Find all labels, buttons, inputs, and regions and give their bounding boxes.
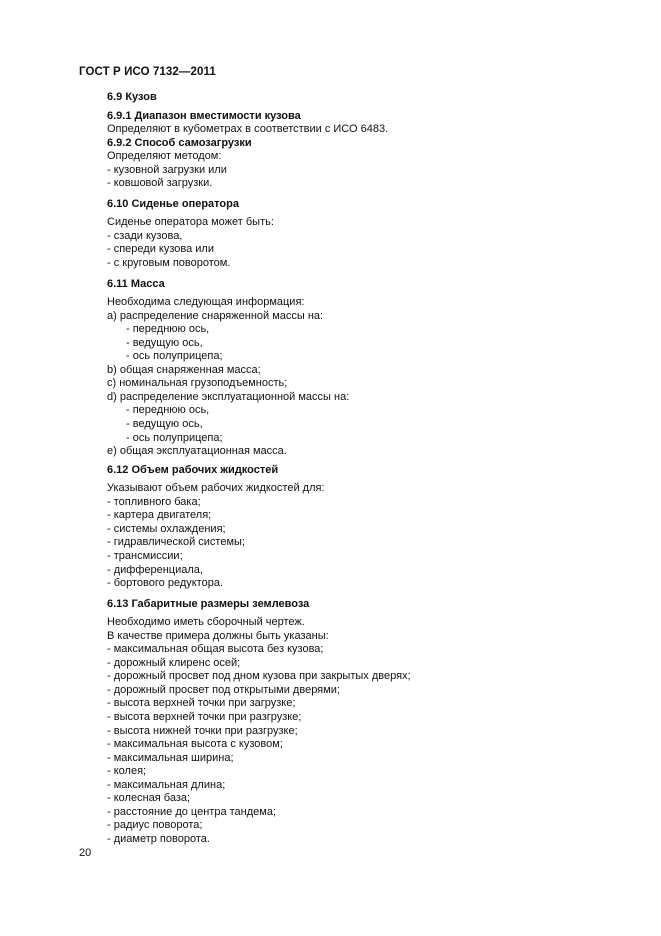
section-heading-6-9-2: 6.9.2 Способ самозагрузки [107,136,252,149]
document-header: ГОСТ Р ИСО 7132—2011 [79,66,216,78]
paragraph: Необходима следующая информация: [107,296,305,309]
list-item: - спереди кузова или [107,243,214,256]
paragraph: Определяют в кубометрах в соответствии с ИСО 6483. [107,123,389,136]
list-item: - расстояние до центра тандема; [107,805,277,818]
list-item: - максимальная ширина; [107,751,234,764]
list-item: - дорожный просвет под открытыми дверями; [107,683,340,696]
document-body [107,91,637,846]
paragraph: В качестве примера должны быть указаны: [107,629,329,642]
list-item: b) общая снаряженная масса; [107,363,261,376]
paragraph: Необходимо иметь сборочный чертеж. [107,616,305,629]
paragraph: Указывают объем рабочих жидкостей для: [107,482,325,495]
list-subitem: - ось полуприцепа; [126,431,223,444]
list-item: - дорожный просвет под дном кузова при закрытых дверях; [107,670,411,683]
list-item: - ковшовой загрузки. [107,177,213,190]
list-item: - диаметр поворота. [107,832,210,845]
section-heading-6-9: 6.9 Кузов [107,91,157,103]
list-item: - с круговым поворотом. [107,257,231,270]
list-item: - кузовной загрузки или [107,163,227,176]
list-item: d) распределение эксплуатационной массы на: [107,390,350,403]
section-heading-6-13: 6.13 Габаритные размеры землевоза [107,597,310,610]
list-item: - высота верхней точки при разгрузке; [107,710,302,723]
list-subitem: - ведущую ось, [126,336,203,349]
section-heading-6-10: 6.10 Сиденье оператора [107,197,239,210]
list-item: - максимальная длина; [107,778,226,791]
list-item: - максимальная общая высота без кузова; [107,643,324,656]
list-item: - колея; [107,765,147,778]
list-item: - бортового редуктора. [107,577,223,590]
list-subitem: - переднюю ось, [126,404,210,417]
list-item: - максимальная высота с кузовом; [107,738,283,751]
list-item: - гидравлической системы; [107,536,245,549]
list-item: - радиус поворота; [107,819,203,832]
list-item: - топливного бака; [107,495,201,508]
section-heading-6-12: 6.12 Объем рабочих жидкостей [107,463,279,476]
list-subitem: - переднюю ось, [126,323,210,336]
list-item: - трансмиссии; [107,549,183,562]
list-item: - системы охлаждения; [107,522,226,535]
list-item: e) общая эксплуатационная масса. [107,445,287,458]
section-heading-6-9-1: 6.9.1 Диапазон вместимости кузова [107,109,301,122]
list-item: - высота верхней точки при загрузке; [107,697,296,710]
list-item: - дифференциала, [107,563,203,576]
paragraph: Сиденье оператора может быть: [107,216,274,229]
list-item: а) распределение снаряженной массы на: [107,309,324,322]
section-heading-6-11: 6.11 Масса [107,277,165,290]
list-subitem: - ось полуприцепа; [126,350,223,363]
list-item: - колесная база; [107,792,191,805]
page-number: 20 [79,847,92,859]
list-item: - высота нижней точки при разгрузке; [107,724,298,737]
paragraph: Определяют методом: [107,150,222,163]
list-item: - картера двигателя; [107,509,212,522]
list-subitem: - ведущую ось, [126,418,203,431]
list-item: c) номинальная грузоподъемность; [107,377,288,390]
list-item: - сзади кузова, [107,229,183,242]
list-item: - дорожный клиренс осей; [107,656,241,669]
